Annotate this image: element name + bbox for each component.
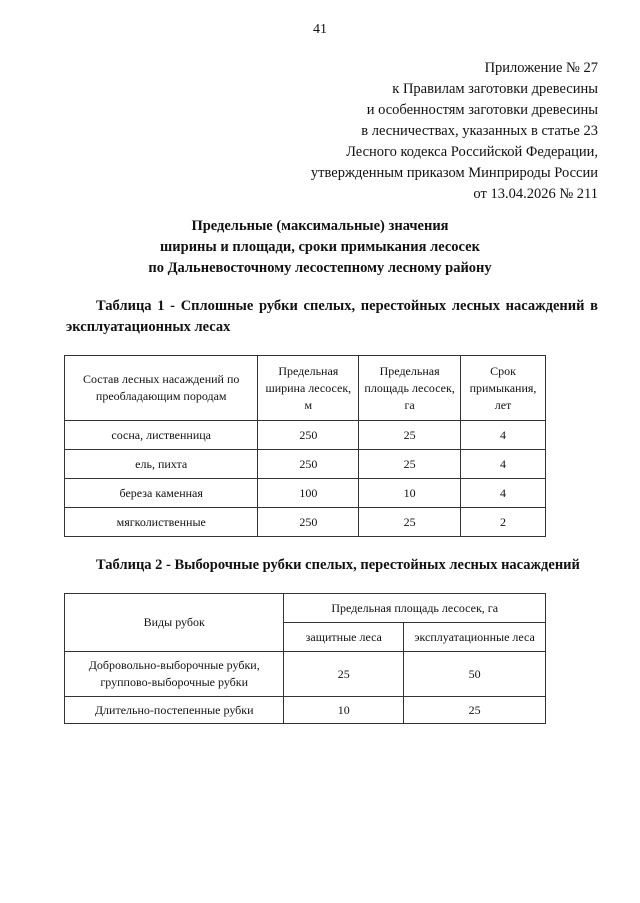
page-number: 41 <box>313 22 327 37</box>
appendix-line: в лесничествах, указанных в статье 23 <box>361 123 598 139</box>
table-cell: ель, пихта <box>65 450 258 479</box>
header-cell: Состав лесных насаждений по преобладающим породам <box>65 356 258 421</box>
table-header-row <box>65 594 546 623</box>
table-cell: сосна, лиственница <box>65 421 258 450</box>
table-cell: 250 <box>258 508 359 537</box>
table-cell: 4 <box>461 450 546 479</box>
table-2-caption: Таблица 2 - Выборочные рубки спелых, перестойных лесных насаждений <box>96 557 580 573</box>
table-cell: 25 <box>284 652 404 697</box>
table-row <box>65 697 546 724</box>
header-cell: защитные леса <box>284 623 404 652</box>
appendix-line: Приложение № 27 <box>484 60 598 76</box>
title-line: по Дальневосточному лесостепному лесному району <box>148 260 492 276</box>
title-line: Предельные (максимальные) значения <box>191 218 449 234</box>
title-line: ширины и площади, сроки примыкания лесосек <box>160 239 480 255</box>
table-cell: Длительно-постепенные рубки <box>65 697 284 724</box>
appendix-line: к Правилам заготовки древесины <box>392 81 598 97</box>
table-cell: 10 <box>359 479 461 508</box>
header-cell: эксплуатационные леса <box>404 623 546 652</box>
document-title <box>0 216 640 279</box>
table-header-row <box>65 356 546 421</box>
appendix-line: Лесного кодекса Российской Федерации, <box>346 144 598 160</box>
header-cell: Предельная площадь лесосек, га <box>284 594 546 623</box>
table-row <box>65 421 546 450</box>
appendix-header <box>311 58 598 205</box>
table-cell: береза каменная <box>65 479 258 508</box>
appendix-line: от 13.04.2026 № 211 <box>473 186 598 202</box>
table-cell: 250 <box>258 450 359 479</box>
table-row <box>65 479 546 508</box>
table-row <box>65 450 546 479</box>
table-cell: 100 <box>258 479 359 508</box>
table-cell: 2 <box>461 508 546 537</box>
table-cell: 250 <box>258 421 359 450</box>
table-cell: 25 <box>359 508 461 537</box>
table-cell: 25 <box>359 450 461 479</box>
appendix-line: утвержденным приказом Минприроды России <box>310 165 598 181</box>
header-cell: Предельная ширина лесосек, м <box>258 356 359 421</box>
table-cell: 10 <box>284 697 404 724</box>
table-cell: 4 <box>461 479 546 508</box>
table-2 <box>64 593 546 724</box>
table-cell: Добровольно-выборочные рубки, групповo-выборочные рубки <box>65 652 284 697</box>
table-1-caption: Таблица 1 - Сплошные рубки спелых, перестойных лесных насаждений в эксплуатационных лесах <box>66 298 598 335</box>
header-cell: Срок примыкания, лет <box>461 356 546 421</box>
table-1 <box>64 355 546 537</box>
table-cell: 25 <box>404 697 546 724</box>
header-cell: Предельная площадь лесосек, га <box>359 356 461 421</box>
table-cell: 4 <box>461 421 546 450</box>
table-row <box>65 652 546 697</box>
header-cell: Виды рубок <box>65 594 284 652</box>
table-cell: 25 <box>359 421 461 450</box>
appendix-line: и особенностям заготовки древесины <box>366 102 598 118</box>
table-row <box>65 508 546 537</box>
table-cell: 50 <box>404 652 546 697</box>
table-cell: мягколиственные <box>65 508 258 537</box>
